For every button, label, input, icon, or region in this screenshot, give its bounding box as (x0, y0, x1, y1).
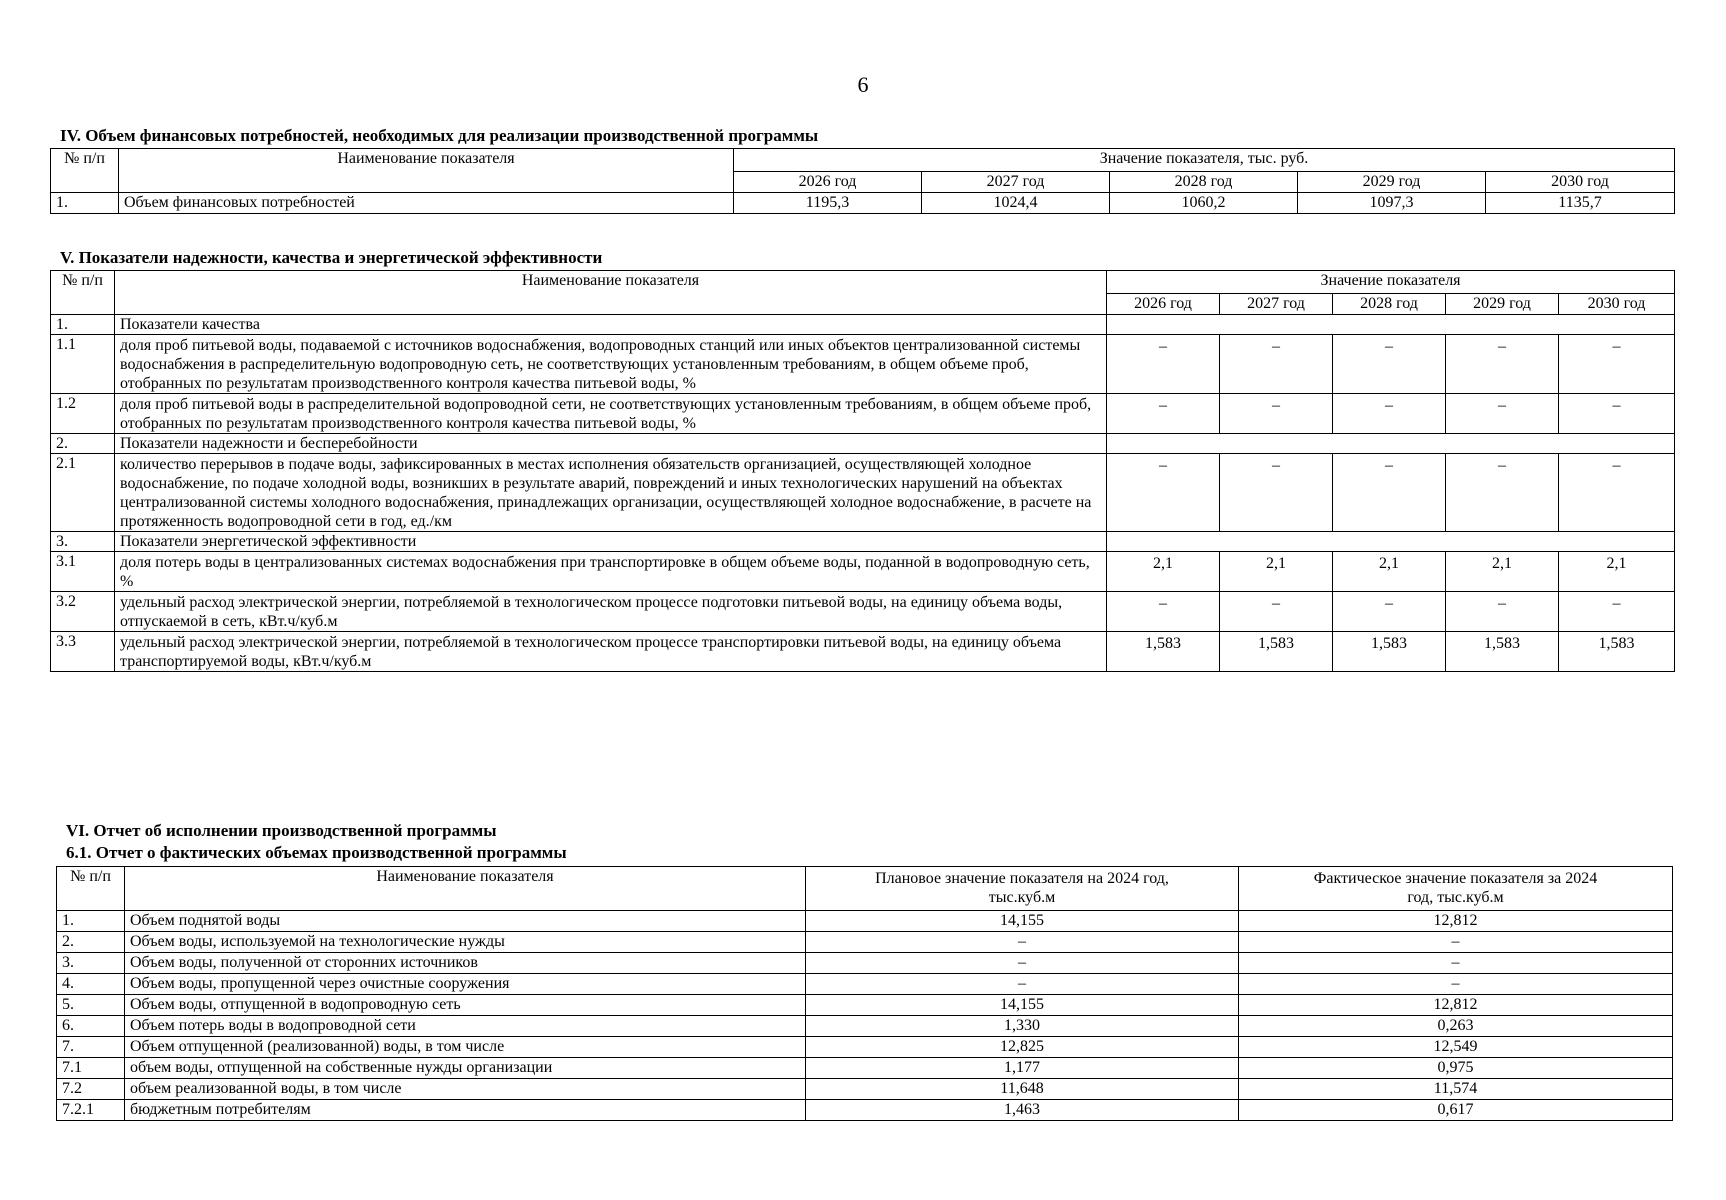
col-plan-header: Плановое значение показателя на 2024 год, тыс.куб.м (806, 867, 1239, 911)
indicator-value: – (1559, 394, 1675, 434)
indicator-value: – (1559, 592, 1675, 632)
section6-subtitle: 6.1. Отчет о фактических объемах производственной программы (66, 843, 567, 862)
indicator-value: 2,1 (1107, 552, 1220, 592)
indicator-value: – (1107, 592, 1220, 632)
year-header: 2027 год (1220, 294, 1333, 315)
row-number: 3. (51, 532, 115, 552)
indicator-value: – (1333, 454, 1446, 532)
indicator-value: – (1333, 394, 1446, 434)
indicator-value: – (1446, 592, 1559, 632)
year-header: 2029 год (1446, 294, 1559, 315)
row-number: 2. (57, 932, 125, 953)
fact-value: – (1239, 953, 1673, 974)
table-row (57, 1058, 1673, 1079)
indicator-name: доля проб питьевой воды в распределительной водопроводной сети, не соответствующих установленным требованиям, в общем объеме проб, отобранных по результатам производственного контроля качества питьевой воды, % (115, 394, 1107, 434)
indicator-name: Показатели надежности и бесперебойности (115, 434, 1107, 454)
table-row (51, 552, 1675, 592)
plan-value: 1,463 (806, 1100, 1239, 1121)
table-row (57, 932, 1673, 953)
row-number: 7. (57, 1037, 125, 1058)
plan-value: 1,177 (806, 1058, 1239, 1079)
row-number: 1.2 (51, 394, 115, 434)
year-header: 2027 год (922, 172, 1110, 193)
table-row (57, 1079, 1673, 1100)
plan-value: 11,648 (806, 1079, 1239, 1100)
plan-value: – (806, 953, 1239, 974)
indicator-value: 2,1 (1559, 552, 1675, 592)
indicator-value: – (1446, 454, 1559, 532)
fact-value: 0,263 (1239, 1016, 1673, 1037)
section6-title: VI. Отчет об исполнении производственной программы (66, 821, 497, 840)
indicator-value: – (1220, 394, 1333, 434)
indicator-name: Объем финансовых потребностей (119, 193, 734, 214)
section4-title: IV. Объем финансовых потребностей, необходимых для реализации производственной программы (60, 126, 819, 145)
row-number: 7.2 (57, 1079, 125, 1100)
indicator-value: 1060,2 (1110, 193, 1298, 214)
table-row (57, 1016, 1673, 1037)
col-num-header: № п/п (57, 867, 125, 911)
empty-values-cell (1107, 315, 1675, 335)
row-number: 3.3 (51, 632, 115, 672)
indicator-value: – (1107, 335, 1220, 394)
production-volumes-table (56, 866, 1673, 1121)
plan-value: – (806, 974, 1239, 995)
indicator-value: – (1220, 592, 1333, 632)
section5-title: V. Показатели надежности, качества и энергетической эффективности (60, 248, 603, 267)
plan-value: 14,155 (806, 995, 1239, 1016)
col-name-header: Наименование показателя (115, 271, 1107, 315)
empty-values-cell (1107, 532, 1675, 552)
col-value-header: Значение показателя (1107, 271, 1675, 294)
row-number: 2. (51, 434, 115, 454)
indicator-value: 1135,7 (1486, 193, 1675, 214)
table-row (57, 953, 1673, 974)
indicator-value: 2,1 (1333, 552, 1446, 592)
indicator-name: Объем поднятой воды (125, 911, 806, 932)
indicator-value: – (1559, 454, 1675, 532)
row-number: 3. (57, 953, 125, 974)
fact-value: 12,812 (1239, 911, 1673, 932)
financial-needs-table (50, 148, 1675, 214)
indicator-value: 1195,3 (734, 193, 922, 214)
col-num-header: № п/п (51, 149, 119, 193)
indicator-value: 2,1 (1220, 552, 1333, 592)
table-row (57, 1037, 1673, 1058)
indicator-name: бюджетным потребителям (125, 1100, 806, 1121)
table-row (51, 532, 1675, 552)
table-row (51, 394, 1675, 434)
fact-value: 0,975 (1239, 1058, 1673, 1079)
fact-value: – (1239, 932, 1673, 953)
row-number: 7.1 (57, 1058, 125, 1079)
indicator-value: 1,583 (1220, 632, 1333, 672)
indicator-name: Объем отпущенной (реализованной) воды, в том числе (125, 1037, 806, 1058)
indicator-value: – (1220, 335, 1333, 394)
table-row (51, 632, 1675, 672)
row-number: 2.1 (51, 454, 115, 532)
indicator-value: – (1333, 592, 1446, 632)
empty-values-cell (1107, 434, 1675, 454)
indicator-value: – (1107, 394, 1220, 434)
table-row (51, 315, 1675, 335)
row-number: 1. (51, 193, 119, 214)
fact-value: 12,549 (1239, 1037, 1673, 1058)
indicator-name: Показатели качества (115, 315, 1107, 335)
indicator-name: Объем воды, отпущенной в водопроводную сеть (125, 995, 806, 1016)
indicator-value: 1097,3 (1298, 193, 1486, 214)
indicator-name: доля потерь воды в централизованных системах водоснабжения при транспортировке в общем объеме воды, поданной в водопроводную сеть, % (115, 552, 1107, 592)
col-value-header: Значение показателя, тыс. руб. (734, 149, 1675, 172)
reliability-indicators-table (50, 270, 1675, 672)
row-number: 1.1 (51, 335, 115, 394)
col-num-header: № п/п (51, 271, 115, 315)
indicator-name: количество перерывов в подаче воды, зафиксированных в местах исполнения обязательств организацией, осуществляющей холодное водоснабжение, по подаче холодной воды, возникших в результате аварий, повреждений и иных технологических нарушений на объектах централизованной системы холодного водоснабжения, принадлежащих организации, осуществляющей холодное водоснабжение, в расчете на протяженность водопроводной сети в год, ед./км (115, 454, 1107, 532)
col-name-header: Наименование показателя (125, 867, 806, 911)
table-row (57, 995, 1673, 1016)
row-number: 6. (57, 1016, 125, 1037)
row-number: 7.2.1 (57, 1100, 125, 1121)
table-row (51, 454, 1675, 532)
indicator-value: – (1220, 454, 1333, 532)
plan-value: 1,330 (806, 1016, 1239, 1037)
indicator-value: – (1446, 335, 1559, 394)
row-number: 5. (57, 995, 125, 1016)
plan-value: – (806, 932, 1239, 953)
indicator-value: – (1446, 394, 1559, 434)
row-number: 3.1 (51, 552, 115, 592)
year-header: 2026 год (1107, 294, 1220, 315)
year-header: 2028 год (1110, 172, 1298, 193)
indicator-name: Объем воды, используемой на технологические нужды (125, 932, 806, 953)
table-row (51, 335, 1675, 394)
table-row (51, 434, 1675, 454)
year-header: 2030 год (1486, 172, 1675, 193)
indicator-name: Объем воды, пропущенной через очистные сооружения (125, 974, 806, 995)
indicator-name: Объем потерь воды в водопроводной сети (125, 1016, 806, 1037)
indicator-name: удельный расход электрической энергии, потребляемой в технологическом процессе подготовки питьевой воды, на единицу объема воды, отпускаемой в сеть, кВт.ч/куб.м (115, 592, 1107, 632)
fact-value: 11,574 (1239, 1079, 1673, 1100)
fact-value: 12,812 (1239, 995, 1673, 1016)
row-number: 1. (51, 315, 115, 335)
col-name-header: Наименование показателя (119, 149, 734, 193)
indicator-name: доля проб питьевой воды, подаваемой с источников водоснабжения, водопроводных станций или иных объектов централизованной системы водоснабжения в распределительную водопроводную сеть, не соответствующих установленным требованиям, в общем объеме проб, отобранных по результатам производственного контроля качества питьевой воды, % (115, 335, 1107, 394)
indicator-value: 1,583 (1446, 632, 1559, 672)
indicator-value: 1,583 (1107, 632, 1220, 672)
indicator-value: – (1559, 335, 1675, 394)
table-row (57, 1100, 1673, 1121)
year-header: 2026 год (734, 172, 922, 193)
col-fact-header: Фактическое значение показателя за 2024 год, тыс.куб.м (1239, 867, 1673, 911)
row-number: 1. (57, 911, 125, 932)
indicator-value: 1,583 (1559, 632, 1675, 672)
row-number: 4. (57, 974, 125, 995)
year-header: 2030 год (1559, 294, 1675, 315)
indicator-name: объем реализованной воды, в том числе (125, 1079, 806, 1100)
indicator-value: 1,583 (1333, 632, 1446, 672)
indicator-value: 2,1 (1446, 552, 1559, 592)
indicator-name: удельный расход электрической энергии, потребляемой в технологическом процессе транспортировки питьевой воды, на единицу объема транспортируемой воды, кВт.ч/куб.м (115, 632, 1107, 672)
table-row (57, 974, 1673, 995)
indicator-value: – (1333, 335, 1446, 394)
fact-value: 0,617 (1239, 1100, 1673, 1121)
table-row (51, 592, 1675, 632)
year-header: 2028 год (1333, 294, 1446, 315)
plan-value: 12,825 (806, 1037, 1239, 1058)
plan-value: 14,155 (806, 911, 1239, 932)
page-number: 6 (857, 72, 869, 97)
table-row (51, 193, 1675, 214)
indicator-name: Объем воды, полученной от сторонних источников (125, 953, 806, 974)
fact-value: – (1239, 974, 1673, 995)
indicator-value: – (1107, 454, 1220, 532)
row-number: 3.2 (51, 592, 115, 632)
indicator-name: Показатели энергетической эффективности (115, 532, 1107, 552)
indicator-value: 1024,4 (922, 193, 1110, 214)
indicator-name: объем воды, отпущенной на собственные нужды организации (125, 1058, 806, 1079)
table-row (57, 911, 1673, 932)
year-header: 2029 год (1298, 172, 1486, 193)
